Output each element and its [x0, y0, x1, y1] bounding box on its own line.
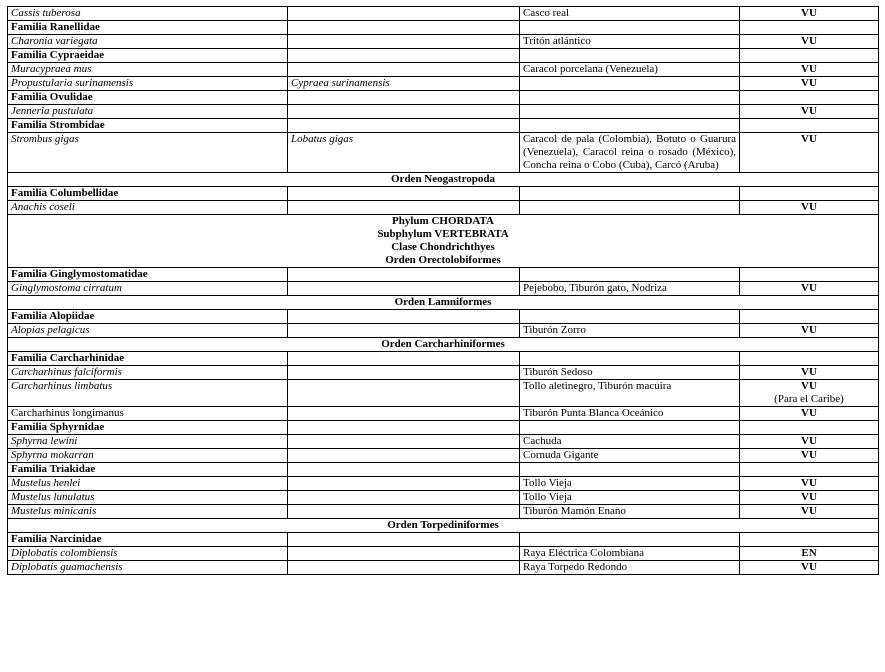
common-name-cell: Raya Torpedo Redondo: [520, 561, 740, 575]
scientific-name-cell: Ginglymostoma cirratum: [8, 282, 288, 296]
status-code: VU: [801, 380, 817, 392]
common-name-cell: [520, 77, 740, 91]
species-row: [8, 282, 879, 296]
species-row: [8, 7, 879, 21]
order-name-cell: Orden Lamniformes: [8, 296, 879, 310]
common-name-cell: Tollo aletinegro, Tiburón macuira: [520, 380, 740, 407]
empty-cell: [520, 91, 740, 105]
family-name-cell: Familia Columbellidae: [8, 187, 288, 201]
scientific-name-cell: Anachis coseli: [8, 201, 288, 215]
scientific-name-cell: Mustelus henlei: [8, 477, 288, 491]
status-code: VU: [801, 63, 817, 75]
scientific-name-cell: Jenneria pustulata: [8, 105, 288, 119]
family-name-cell: Familia Triakidae: [8, 463, 288, 477]
status-cell: [740, 477, 879, 491]
status-cell: [740, 105, 879, 119]
status-cell: [740, 407, 879, 421]
species-row: [8, 477, 879, 491]
status-cell: [740, 201, 879, 215]
family-name-cell: Familia Narcinidae: [8, 533, 288, 547]
common-name-cell: Tiburón Punta Blanca Oceánico: [520, 407, 740, 421]
scientific-name-cell: Sphyrna lewini: [8, 435, 288, 449]
taxonomy-header-cell: [8, 215, 879, 268]
species-row: [8, 449, 879, 463]
common-name-cell: Tollo Vieja: [520, 491, 740, 505]
species-row: [8, 77, 879, 91]
empty-cell: [740, 91, 879, 105]
empty-cell: [520, 463, 740, 477]
status-code: VU: [801, 477, 817, 489]
common-name-cell: Tollo Vieja: [520, 477, 740, 491]
species-table-body: [8, 7, 879, 575]
scientific-name-cell: Mustelus minicanis: [8, 505, 288, 519]
family-row: [8, 119, 879, 133]
scientific-name-cell: Carcharhinus longimanus: [8, 407, 288, 421]
status-code: VU: [801, 435, 817, 447]
status-cell: [740, 491, 879, 505]
empty-cell: [740, 21, 879, 35]
family-name-cell: Familia Sphyrnidae: [8, 421, 288, 435]
synonym-cell: [288, 366, 520, 380]
species-row: [8, 105, 879, 119]
empty-cell: [520, 49, 740, 63]
species-row: [8, 324, 879, 338]
status-cell: [740, 547, 879, 561]
scientific-name-cell: Carcharhinus limbatus: [8, 380, 288, 407]
order-name-cell: Orden Neogastropoda: [8, 173, 879, 187]
status-cell: [740, 505, 879, 519]
status-code: VU: [801, 407, 817, 419]
empty-cell: [740, 119, 879, 133]
family-name-cell: Familia Cypraeidae: [8, 49, 288, 63]
status-cell: [740, 380, 879, 407]
scientific-name-cell: Charonia variegata: [8, 35, 288, 49]
status-code: VU: [801, 35, 817, 47]
common-name-cell: Casco real: [520, 7, 740, 21]
family-name-cell: Familia Strombidae: [8, 119, 288, 133]
empty-cell: [520, 268, 740, 282]
species-status-document: [7, 6, 878, 575]
order-row: [8, 296, 879, 310]
status-cell: [740, 449, 879, 463]
species-row: [8, 380, 879, 407]
common-name-cell: [520, 201, 740, 215]
synonym-cell: [288, 407, 520, 421]
status-code: VU: [801, 491, 817, 503]
species-row: [8, 547, 879, 561]
synonym-cell: [288, 201, 520, 215]
species-row: [8, 435, 879, 449]
empty-cell: [288, 187, 520, 201]
status-note: (Para el Caribe): [774, 393, 844, 405]
family-name-cell: Familia Ginglymostomatidae: [8, 268, 288, 282]
scientific-name-cell: Mustelus lunulatus: [8, 491, 288, 505]
taxonomy-line: Phylum CHORDATA: [392, 215, 494, 227]
synonym-cell: Lobatus gigas: [288, 133, 520, 173]
order-row: [8, 338, 879, 352]
empty-cell: [288, 119, 520, 133]
species-row: [8, 561, 879, 575]
empty-cell: [520, 421, 740, 435]
synonym-cell: [288, 505, 520, 519]
scientific-name-cell: Alopias pelagicus: [8, 324, 288, 338]
status-cell: [740, 7, 879, 21]
empty-cell: [740, 352, 879, 366]
family-row: [8, 533, 879, 547]
empty-cell: [740, 421, 879, 435]
empty-cell: [520, 533, 740, 547]
species-row: [8, 133, 879, 173]
species-row: [8, 35, 879, 49]
family-row: [8, 187, 879, 201]
status-cell: [740, 324, 879, 338]
status-code: VU: [801, 201, 817, 213]
empty-cell: [288, 49, 520, 63]
status-code: VU: [801, 7, 817, 19]
family-name-cell: Familia Carcharhinidae: [8, 352, 288, 366]
status-code: EN: [801, 547, 817, 559]
status-code: VU: [801, 324, 817, 336]
scientific-name-cell: Diplobatis guamachensis: [8, 561, 288, 575]
family-name-cell: Familia Alopiidae: [8, 310, 288, 324]
empty-cell: [520, 119, 740, 133]
family-row: [8, 91, 879, 105]
order-row: [8, 519, 879, 533]
empty-cell: [520, 310, 740, 324]
empty-cell: [740, 463, 879, 477]
synonym-cell: [288, 547, 520, 561]
synonym-cell: [288, 63, 520, 77]
synonym-cell: [288, 380, 520, 407]
empty-cell: [288, 352, 520, 366]
common-name-cell: Caracol de pala (Colombia), Botuto o Guarura (Venezuela), Caracol reina o rosado (México), Concha reina o Cobo (Cuba), Carcó (Aruba): [520, 133, 740, 173]
common-name-cell: Raya Eléctrica Colombiana: [520, 547, 740, 561]
synonym-cell: [288, 35, 520, 49]
order-row: [8, 173, 879, 187]
family-row: [8, 49, 879, 63]
scientific-name-cell: Carcharhinus falciformis: [8, 366, 288, 380]
empty-cell: [740, 268, 879, 282]
taxonomy-line: Subphylum VERTEBRATA: [377, 228, 509, 240]
status-code: VU: [801, 133, 817, 145]
status-code: VU: [801, 282, 817, 294]
synonym-cell: [288, 105, 520, 119]
status-cell: [740, 63, 879, 77]
common-name-cell: Pejebobo, Tiburón gato, Nodriza: [520, 282, 740, 296]
species-row: [8, 63, 879, 77]
family-row: [8, 352, 879, 366]
species-table: [7, 6, 879, 575]
synonym-cell: [288, 324, 520, 338]
status-cell: [740, 561, 879, 575]
synonym-cell: [288, 449, 520, 463]
synonym-cell: [288, 435, 520, 449]
taxonomy-line: Clase Chondrichthyes: [391, 241, 495, 253]
scientific-name-cell: Muracypraea mus: [8, 63, 288, 77]
status-cell: [740, 77, 879, 91]
synonym-cell: [288, 561, 520, 575]
species-row: [8, 201, 879, 215]
species-row: [8, 366, 879, 380]
status-code: VU: [801, 505, 817, 517]
empty-cell: [288, 21, 520, 35]
status-cell: [740, 35, 879, 49]
common-name-cell: [520, 105, 740, 119]
empty-cell: [740, 310, 879, 324]
synonym-cell: [288, 491, 520, 505]
common-name-cell: Cachuda: [520, 435, 740, 449]
common-name-cell: Cornuda Gigante: [520, 449, 740, 463]
scientific-name-cell: Strombus gigas: [8, 133, 288, 173]
empty-cell: [740, 187, 879, 201]
family-row: [8, 421, 879, 435]
scientific-name-cell: Diplobatis colombiensis: [8, 547, 288, 561]
synonym-cell: [288, 477, 520, 491]
common-name-cell: Tiburón Zorro: [520, 324, 740, 338]
family-row: [8, 310, 879, 324]
species-row: [8, 491, 879, 505]
status-code: VU: [801, 77, 817, 89]
empty-cell: [520, 187, 740, 201]
empty-cell: [288, 91, 520, 105]
status-cell: [740, 366, 879, 380]
empty-cell: [288, 310, 520, 324]
family-name-cell: Familia Ranellidae: [8, 21, 288, 35]
scientific-name-cell: Sphyrna mokarran: [8, 449, 288, 463]
status-code: VU: [801, 366, 817, 378]
empty-cell: [520, 21, 740, 35]
empty-cell: [288, 533, 520, 547]
species-row: [8, 407, 879, 421]
status-code: VU: [801, 449, 817, 461]
family-row: [8, 463, 879, 477]
status-cell: [740, 133, 879, 173]
taxonomy-line: Orden Orectolobiformes: [385, 254, 501, 266]
synonym-cell: Cypraea surinamensis: [288, 77, 520, 91]
synonym-cell: [288, 282, 520, 296]
status-cell: [740, 435, 879, 449]
family-name-cell: Familia Ovulidae: [8, 91, 288, 105]
empty-cell: [740, 533, 879, 547]
empty-cell: [288, 268, 520, 282]
order-name-cell: Orden Torpediniformes: [8, 519, 879, 533]
empty-cell: [740, 49, 879, 63]
species-row: [8, 505, 879, 519]
status-code: VU: [801, 105, 817, 117]
scientific-name-cell: Cassis tuberosa: [8, 7, 288, 21]
empty-cell: [288, 463, 520, 477]
common-name-cell: Tiburón Mamón Enano: [520, 505, 740, 519]
common-name-cell: Tritón atlántico: [520, 35, 740, 49]
empty-cell: [288, 421, 520, 435]
common-name-cell: Tiburón Sedoso: [520, 366, 740, 380]
family-row: [8, 21, 879, 35]
taxonomy-header-row: [8, 215, 879, 268]
status-code: VU: [801, 561, 817, 573]
scientific-name-cell: Propustularia surinamensis: [8, 77, 288, 91]
status-cell: [740, 282, 879, 296]
empty-cell: [520, 352, 740, 366]
order-name-cell: Orden Carcharhiniformes: [8, 338, 879, 352]
synonym-cell: [288, 7, 520, 21]
common-name-cell: Caracol porcelana (Venezuela): [520, 63, 740, 77]
family-row: [8, 268, 879, 282]
